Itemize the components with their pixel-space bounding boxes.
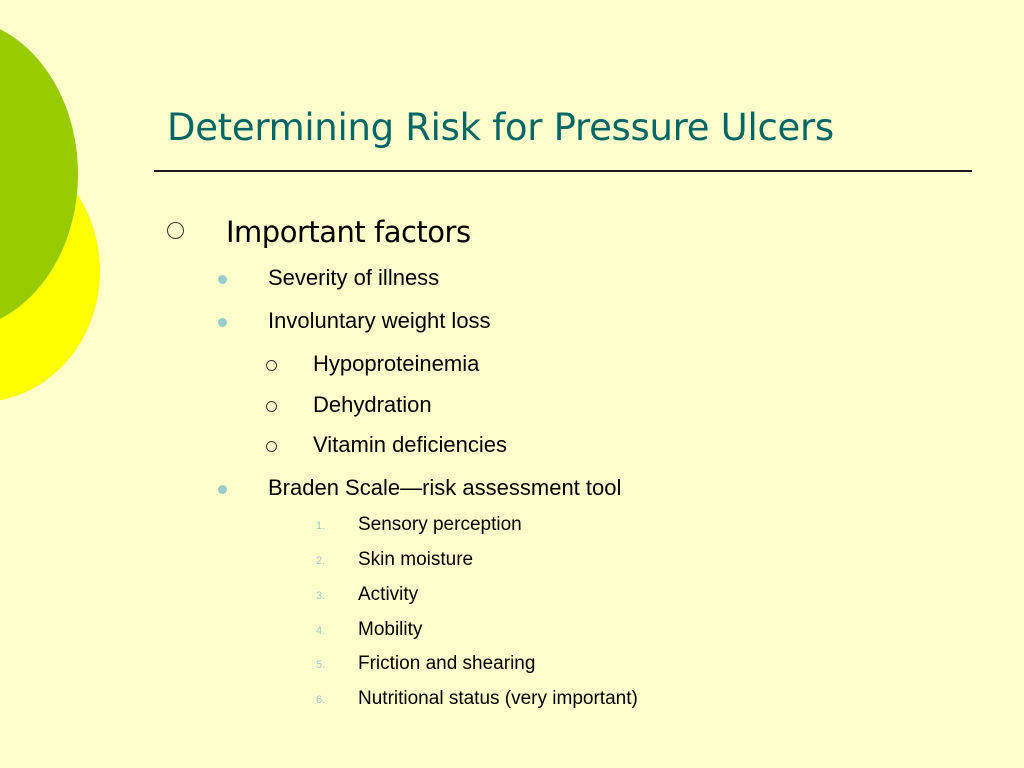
factor-text: Severity of illness xyxy=(268,265,440,290)
braden-item-text: Skin moisture xyxy=(358,549,474,570)
title-divider xyxy=(154,170,972,172)
list-number: 5. xyxy=(316,659,326,671)
filled-dot-bullet-icon xyxy=(218,275,227,284)
list-number: 3. xyxy=(316,590,326,602)
list-number: 4. xyxy=(316,625,326,637)
braden-item-text: Activity xyxy=(358,584,419,605)
hollow-circle-bullet-icon xyxy=(266,360,277,371)
hollow-circle-bullet-icon xyxy=(266,401,277,412)
list-number: 6. xyxy=(316,694,326,706)
filled-dot-bullet-icon xyxy=(218,318,227,327)
main-point-text: Important factors xyxy=(226,215,471,249)
slide-title: Determining Risk for Pressure Ulcers xyxy=(167,106,834,149)
cause-text: Vitamin deficiencies xyxy=(313,432,508,457)
braden-text: Braden Scale—risk assessment tool xyxy=(268,475,622,500)
hollow-circle-bullet-icon xyxy=(266,441,277,452)
braden-item-text: Mobility xyxy=(358,619,423,640)
list-number: 2. xyxy=(316,555,326,567)
cause-text: Hypoproteinemia xyxy=(313,351,480,376)
hollow-circle-bullet-icon xyxy=(167,222,184,239)
braden-item-text: Friction and shearing xyxy=(358,653,536,674)
factor-text: Involuntary weight loss xyxy=(268,308,491,333)
braden-item-text: Sensory perception xyxy=(358,514,522,535)
filled-dot-bullet-icon xyxy=(218,485,227,494)
cause-text: Dehydration xyxy=(313,392,432,417)
braden-item-text: Nutritional status (very important) xyxy=(358,688,638,709)
list-number: 1. xyxy=(316,520,326,532)
